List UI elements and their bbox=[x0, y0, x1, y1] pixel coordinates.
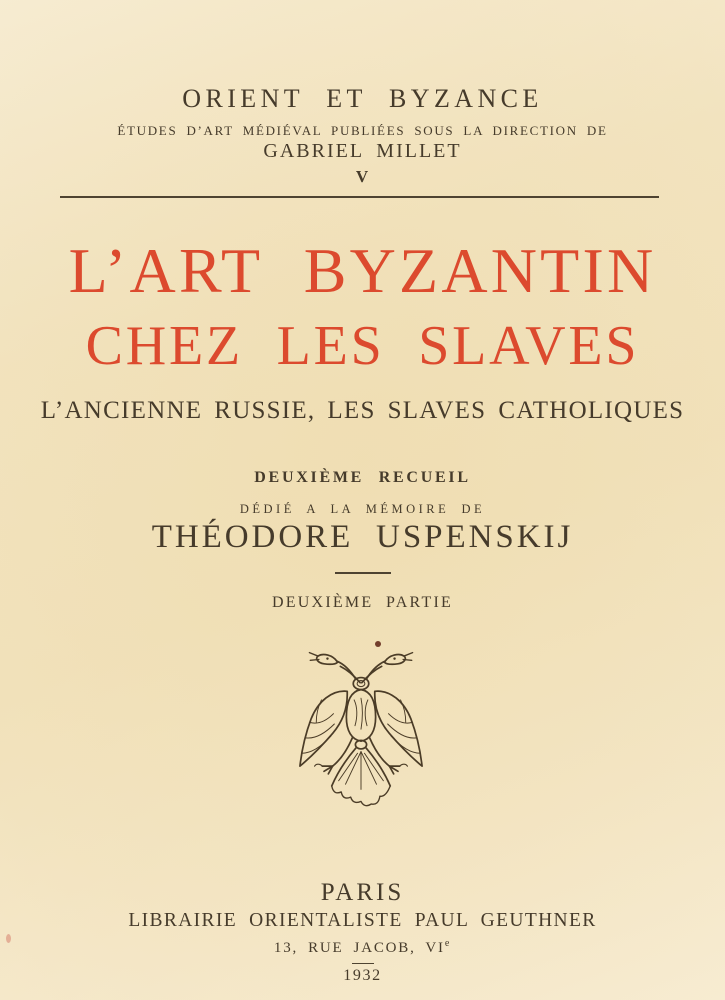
series-subtitle: ÉTUDES D’ART MÉDIÉVAL PUBLIÉES SOUS LA DIRECTION DE bbox=[117, 123, 608, 138]
imprint-address bbox=[0, 938, 725, 957]
book-title-line1: L’ART BYZANTIN bbox=[68, 235, 657, 306]
part-label: DEUXIÈME PARTIE bbox=[271, 594, 454, 611]
imprint-address-superscript: e bbox=[444, 938, 452, 949]
short-divider-rule bbox=[335, 572, 391, 574]
double-headed-eagle-icon bbox=[282, 638, 440, 810]
imprint-year: 1932 bbox=[343, 967, 382, 984]
dedicatee-name: THÉODORE USPENSKIJ bbox=[151, 519, 574, 555]
imprint-address-main: 13, RUE JACOB, VI bbox=[273, 940, 445, 956]
series-title: ORIENT ET BYZANCE bbox=[182, 84, 543, 113]
paper-speck bbox=[375, 641, 381, 647]
series-volume-number: V bbox=[355, 167, 370, 186]
horizontal-rule bbox=[60, 196, 659, 198]
dedication-intro: DÉDIÉ A LA MÉMOIRE DE bbox=[239, 502, 486, 516]
imprint-city: PARIS bbox=[320, 879, 405, 906]
collection-label: DEUXIÈME RECUEIL bbox=[254, 469, 471, 486]
imprint-dash-rule bbox=[352, 963, 374, 964]
book-subtitle: L’ANCIENNE RUSSIE, LES SLAVES CATHOLIQUES bbox=[40, 397, 685, 424]
series-editor: GABRIEL MILLET bbox=[263, 140, 462, 162]
double-headed-eagle-drawing bbox=[282, 638, 440, 810]
book-title-line2: CHEZ LES SLAVES bbox=[85, 315, 640, 377]
paper-stain bbox=[6, 934, 11, 943]
imprint-publisher: LIBRAIRIE ORIENTALISTE PAUL GEUTHNER bbox=[128, 910, 597, 931]
